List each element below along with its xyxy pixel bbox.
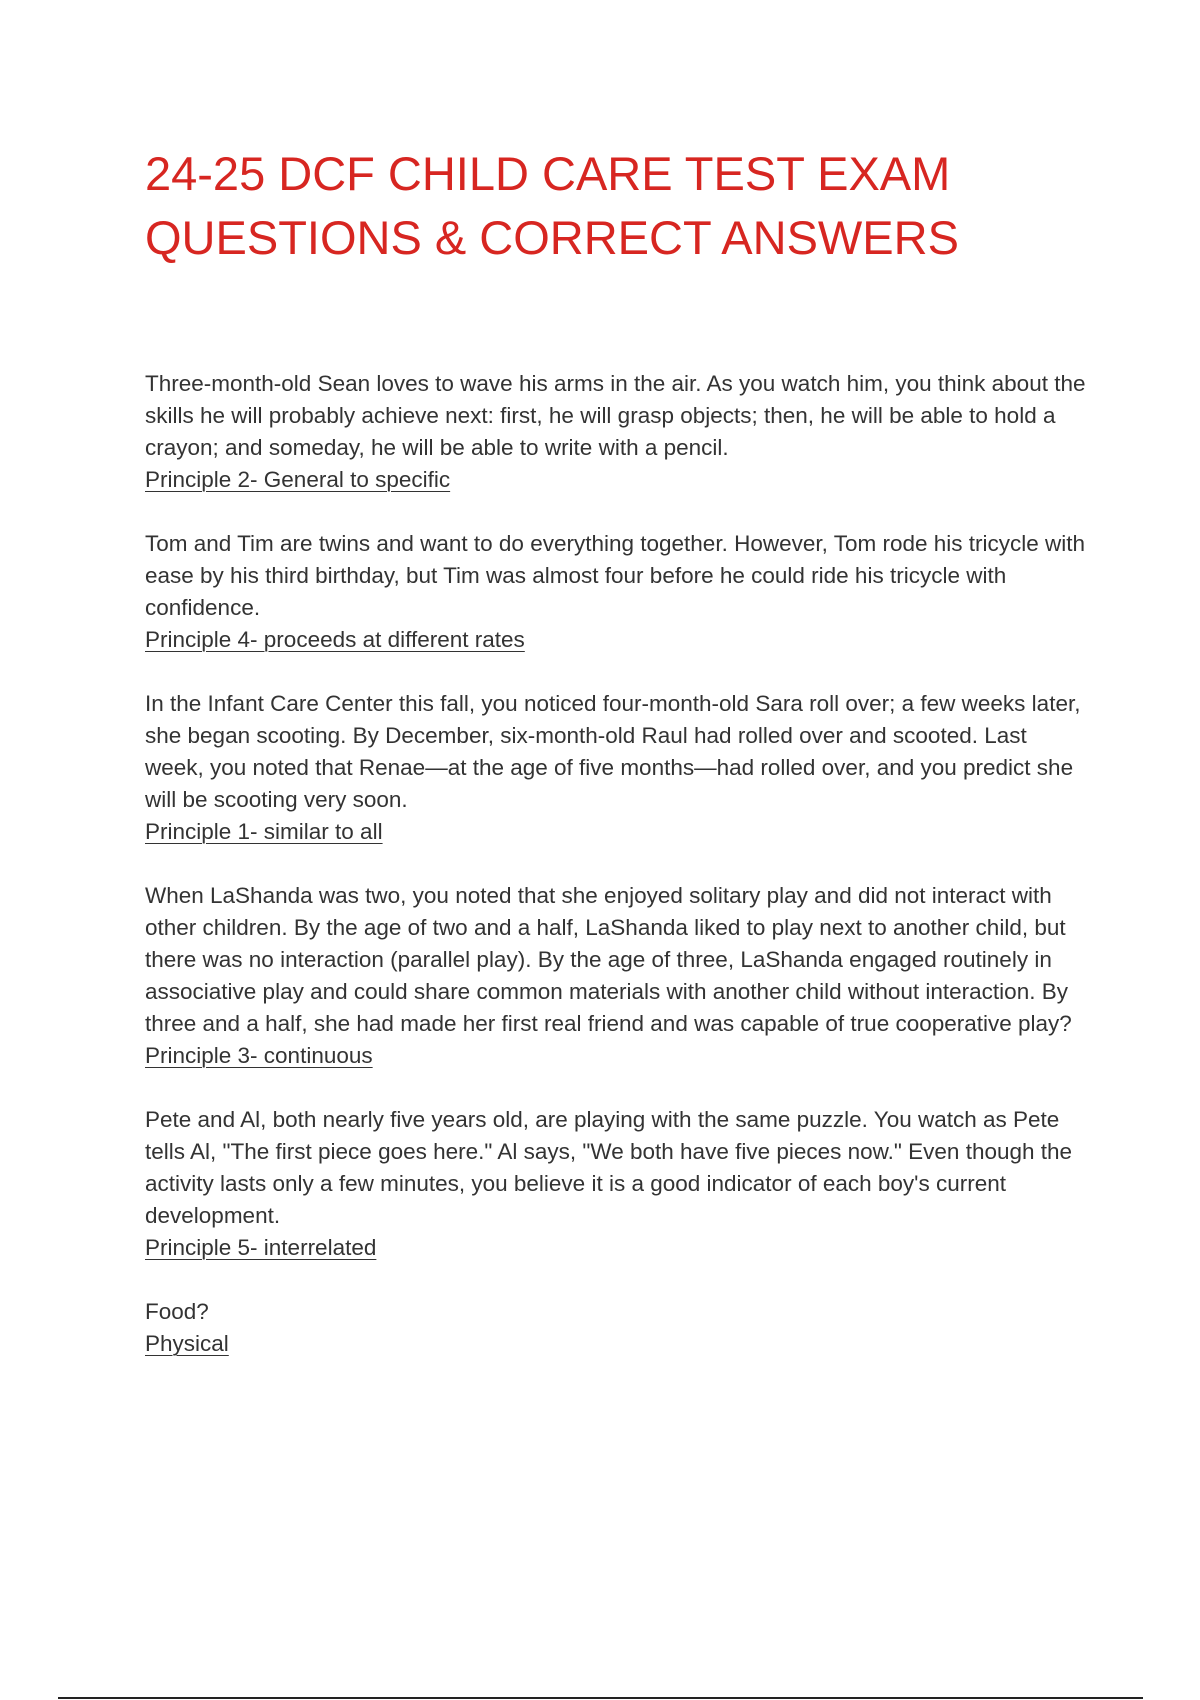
answer-text: Physical <box>145 1331 229 1356</box>
question-text: In the Infant Care Center this fall, you noticed four-month-old Sara roll over; a few weeks later, she began scooting. By December, six-month-old Raul had rolled over and scooted. Last week, you noted that Renae—at the age of five months—had rolled over, and you predict she will be scooting very soon. <box>145 691 1081 812</box>
qa-item <box>145 528 1090 656</box>
document-title: 24-25 DCF CHILD CARE TEST EXAM QUESTIONS & CORRECT ANSWERS <box>145 147 959 264</box>
answer-text: Principle 2- General to specific <box>145 467 451 492</box>
question-text: Pete and Al, both nearly five years old, are playing with the same puzzle. You watch as Pete tells Al, "The first piece goes here." Al says, "We both have five pieces now." Even though the activity lasts only a few minutes, you believe it is a good indicator of each boy's current development. <box>145 1107 1073 1228</box>
qa-list <box>145 368 1090 1392</box>
question-text: Food? <box>145 1299 209 1324</box>
answer-text: Principle 3- continuous <box>145 1043 373 1068</box>
qa-item <box>145 1296 1090 1360</box>
question-text: When LaShanda was two, you noted that she enjoyed solitary play and did not interact with other children. By the age of two and a half, LaShanda liked to play next to another child, but there was no interaction (parallel play). By the age of three, LaShanda engaged routinely in associative play and could share common materials with another child without interaction. By three and a half, she had made her first real friend and was capable of true cooperative play? <box>145 883 1072 1036</box>
qa-item <box>145 368 1090 496</box>
question-text: Three-month-old Sean loves to wave his arms in the air. As you watch him, you think about the skills he will probably achieve next: first, he will grasp objects; then, he will be able to hold a crayon; and someday, he will be able to write with a pencil. <box>145 371 1086 460</box>
answer-text: Principle 4- proceeds at different rates <box>145 627 525 652</box>
question-text: Tom and Tim are twins and want to do everything together. However, Tom rode his tricycle with ease by his third birthday, but Tim was almost four before he could ride his tricycle with confidence. <box>145 531 1086 620</box>
answer-text: Principle 1- similar to all <box>145 819 383 844</box>
answer-text: Principle 5- interrelated <box>145 1235 377 1260</box>
qa-item <box>145 880 1090 1072</box>
footer-divider <box>58 1697 1143 1699</box>
qa-item <box>145 1104 1090 1264</box>
qa-item <box>145 688 1090 848</box>
